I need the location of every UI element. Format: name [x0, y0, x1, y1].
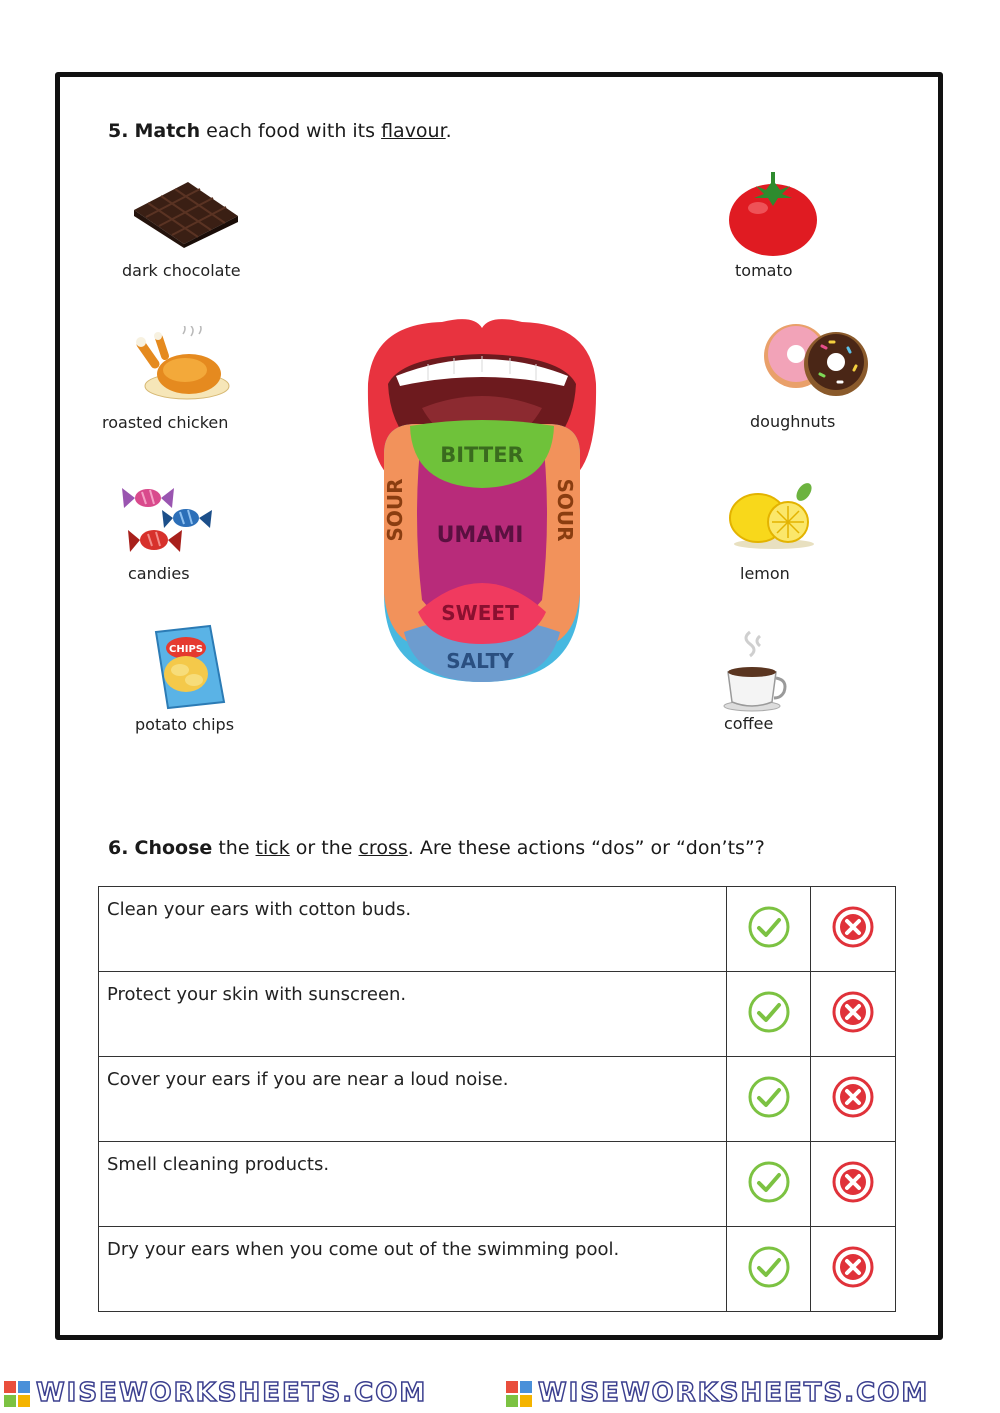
- action-text: Clean your ears with cotton buds.: [99, 887, 727, 972]
- cross-icon[interactable]: [831, 1245, 875, 1293]
- tick-icon[interactable]: [747, 1075, 791, 1123]
- table-row: [99, 1142, 896, 1227]
- tick-cell: [727, 1057, 811, 1142]
- cross-icon[interactable]: [831, 1160, 875, 1208]
- table-row: [99, 1227, 896, 1312]
- bitter-label: BITTER: [440, 443, 524, 467]
- table-row: [99, 1057, 896, 1142]
- tomato-icon: [726, 168, 820, 258]
- food-label: roasted chicken: [102, 413, 229, 432]
- tick-icon[interactable]: [747, 905, 791, 953]
- cross-cell: [811, 972, 896, 1057]
- coffee-icon: [720, 628, 790, 714]
- tick-cell: [727, 972, 811, 1057]
- table-row: [99, 972, 896, 1057]
- table-row: [99, 887, 896, 972]
- roasted-chicken-icon: [135, 326, 231, 402]
- cross-icon[interactable]: [831, 990, 875, 1038]
- chocolate-bar-icon: [130, 176, 242, 248]
- watermark-text: WISEWORKSHEETS.COM: [36, 1378, 428, 1408]
- action-text: Smell cleaning products.: [99, 1142, 727, 1227]
- tick-icon[interactable]: [747, 1160, 791, 1208]
- svg-text:CHIPS: CHIPS: [169, 644, 203, 655]
- food-label: dark chocolate: [122, 261, 241, 280]
- tick-cell: [727, 1227, 811, 1312]
- tongue-diagram: [362, 314, 602, 686]
- action-text: Dry your ears when you come out of the swimming pool.: [99, 1227, 727, 1312]
- cross-cell: [811, 1227, 896, 1312]
- sour-left-label: SOUR: [383, 478, 407, 542]
- lemon-icon: [728, 482, 818, 550]
- candies-icon: [118, 480, 214, 564]
- wise-logo-icon: [4, 1381, 30, 1407]
- tick-icon[interactable]: [747, 1245, 791, 1293]
- food-label: doughnuts: [750, 412, 836, 431]
- cross-cell: [811, 1142, 896, 1227]
- tick-cell: [727, 1142, 811, 1227]
- umami-label: UMAMI: [436, 523, 524, 548]
- section-6-heading: 6. Choose the tick or the cross. Are these actions “dos” or “don’ts”?: [108, 837, 765, 859]
- footer-watermark: [0, 1378, 1000, 1413]
- action-text: Cover your ears if you are near a loud noise.: [99, 1057, 727, 1142]
- food-label: candies: [128, 564, 190, 583]
- potato-chips-icon: [150, 624, 230, 710]
- dos-donts-table: [98, 886, 896, 1312]
- sweet-label: SWEET: [441, 601, 519, 625]
- tick-cell: [727, 887, 811, 972]
- salty-label: SALTY: [446, 649, 514, 673]
- doughnuts-icon: [760, 322, 872, 398]
- wise-logo-icon: [506, 1381, 532, 1407]
- sour-right-label: SOUR: [553, 478, 577, 542]
- section-5-heading: 5. Match each food with its flavour.: [108, 120, 452, 142]
- food-label: lemon: [740, 564, 790, 583]
- food-label: tomato: [735, 261, 793, 280]
- cross-cell: [811, 887, 896, 972]
- tick-icon[interactable]: [747, 990, 791, 1038]
- action-text: Protect your skin with sunscreen.: [99, 972, 727, 1057]
- cross-icon[interactable]: [831, 905, 875, 953]
- food-label: coffee: [724, 714, 774, 733]
- cross-icon[interactable]: [831, 1075, 875, 1123]
- food-label: potato chips: [135, 715, 235, 734]
- watermark-text: WISEWORKSHEETS.COM: [538, 1378, 930, 1408]
- cross-cell: [811, 1057, 896, 1142]
